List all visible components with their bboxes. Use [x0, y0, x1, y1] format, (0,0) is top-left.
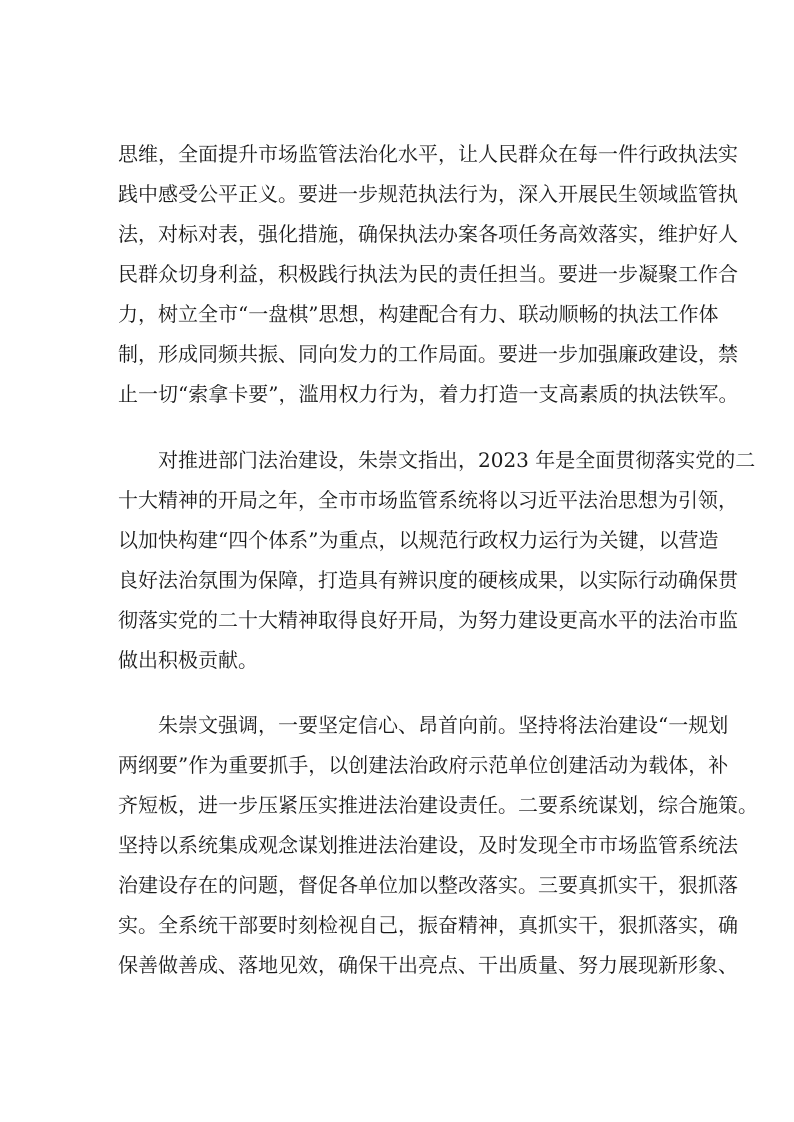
text-line: 良好法治氛围为保障，打造具有辨识度的硬核成果，以实际行动确保贯 — [118, 568, 738, 592]
text-line: 做出积极贡献。 — [118, 648, 258, 672]
text-line: 朱崇文强调，一要坚定信心、昂首向前。坚持将法治建设“一规划 — [158, 713, 729, 737]
text-line: 对推进部门法治建设，朱崇文指出，2023 年是全面贯彻落实党的二 — [158, 448, 756, 472]
text-line: 以加快构建“四个体系”为重点，以规范行政权力运行为关键，以营造 — [118, 528, 719, 552]
text-line: 治建设存在的问题，督促各单位加以整改落实。三要真抓实干，狠抓落 — [118, 873, 738, 897]
text-line: 民群众切身利益，积极践行执法为民的责任担当。要进一步凝聚工作合 — [118, 262, 738, 286]
text-line: 践中感受公平正义。要进一步规范执法行为，深入开展民生领域监管执 — [118, 182, 738, 206]
text-line: 实。全系统干部要时刻检视自己，振奋精神，真抓实干，狠抓落实，确 — [118, 913, 738, 937]
text-line: 法，对标对表，强化措施，确保执法办案各项任务高效落实，维护好人 — [118, 222, 738, 246]
text-line: 齐短板，进一步压紧压实推进法治建设责任。二要系统谋划，综合施策。 — [118, 793, 758, 817]
text-line: 力，树立全市“一盘棋”思想，构建配合有力、联动顺畅的执法工作体 — [118, 302, 719, 326]
text-line: 思维，全面提升市场监管法治化水平，让人民群众在每一件行政执法实 — [118, 142, 738, 166]
text-line: 十大精神的开局之年，全市市场监管系统将以习近平法治思想为引领， — [118, 488, 738, 512]
text-line: 彻落实党的二十大精神取得良好开局，为努力建设更高水平的法治市监 — [118, 608, 738, 632]
text-line: 制，形成同频共振、同向发力的工作局面。要进一步加强廉政建设，禁 — [118, 342, 738, 366]
text-line: 两纲要”作为重要抓手，以创建法治政府示范单位创建活动为载体，补 — [118, 753, 729, 777]
text-line: 止一切“索拿卡要”，滥用权力行为，着力打造一支高素质的执法铁军。 — [118, 382, 739, 406]
text-line: 坚持以系统集成观念谋划推进法治建设，及时发现全市市场监管系统法 — [118, 833, 738, 857]
text-line: 保善做善成、落地见效，确保干出亮点、干出质量、努力展现新形象、 — [118, 953, 738, 977]
